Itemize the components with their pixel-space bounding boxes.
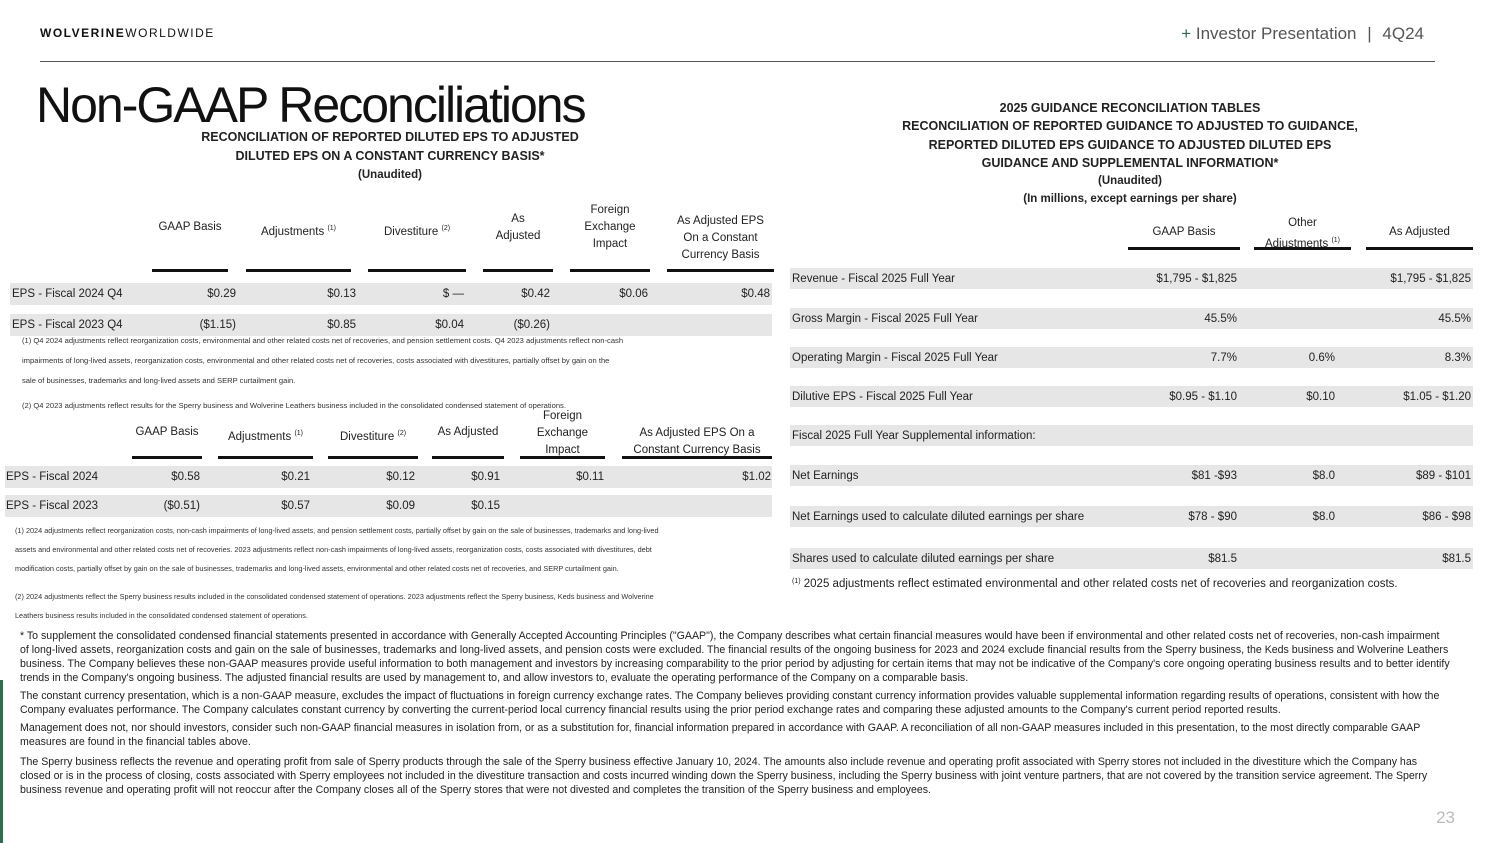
table-row (790, 425, 1473, 446)
t2-header-divestiture: Divestiture $^{(2)}$ (339, 430, 407, 443)
t1-rule (152, 269, 228, 272)
cell-gaap: $78 - $90 (1188, 511, 1237, 523)
cell-as-adjusted: ($0.26) (513, 319, 550, 331)
table-row (5, 495, 772, 517)
presentation-title: Investor Presentation (1195, 24, 1357, 43)
cell-adjustments: $0.21 (281, 471, 310, 483)
row-label: Dilutive EPS - Fiscal 2025 Full Year (792, 391, 973, 403)
right-table-title (830, 99, 1430, 209)
cell-as-adjusted: $1,795 - $1,825 (1390, 273, 1471, 285)
t1-header-constant-currency: As Adjusted EPS On a Constant Currency Basis (677, 215, 764, 261)
right-title-line4: GUIDANCE AND SUPPLEMENTAL INFORMATION* (981, 155, 1279, 170)
cell-gaap: $81.5 (1208, 553, 1237, 565)
disclosure-paragraph-1: * To supplement the consolidated condensed financial statements presented in accordance with Generally Accepted Accounting Principles ("GAAP"), the Company describes what certain financial measures would have been if environmental and other related costs net of recoveries, non-cash impairment of long-lived assets, reorganization costs and gain on the sale of businesses, trademarks and long-lived assets, and pension costs were excluded. The financial results of the ongoing business for 2023 and 2024 exclude financial results from the Sperry business, the Keds business and Wolverine Leathers business. The Company believes these non-GAAP measures provide useful information to both management and investors by increasing comparability to the prior period by adjusting for certain items that may not be indicative of the Company's core ongoing operating business results and to better identify trends in the Company's ongoing business. The adjusted financial results are used by management to, and allow investors to, evaluate the operating performance of the Company on a comparable basis. (20, 630, 1450, 684)
row-label: EPS - Fiscal 2023 (6, 500, 99, 512)
cell-adjustments: $0.57 (281, 500, 310, 512)
t1-header-divestiture: Divestiture $^{(2)}$ (383, 225, 451, 238)
right-title-line2: RECONCILIATION OF REPORTED GUIDANCE TO ADJUSTED TO GUIDANCE, (902, 119, 1358, 134)
row-label: Operating Margin - Fiscal 2025 Full Year (792, 352, 998, 364)
cell-adjustments: $0.13 (327, 288, 356, 300)
header-separator: | (1367, 24, 1372, 43)
rt-rule (1366, 247, 1473, 250)
t1-header-fx: Foreign Exchange Impact (584, 204, 636, 250)
rt-header-other-adjustments: Other Adjustments $^{(1)}$ (1264, 217, 1341, 250)
cell-fx: $0.06 (619, 288, 648, 300)
cell-as-adjusted: $81.5 (1442, 553, 1471, 565)
cell-as-adjusted: $89 - $101 (1416, 470, 1471, 482)
t1-footnote-2: (2) Q4 2023 adjustments reflect results for the Sperry business and Wolverine Leathers business included in the consolidated condensed statement of operations. (22, 401, 566, 410)
presentation-label (1181, 24, 1424, 44)
table-row (790, 506, 1473, 527)
t1-header-as-adjusted: As Adjusted (495, 213, 541, 242)
cell-gaap: $0.95 - $1.10 (1169, 391, 1237, 403)
right-footnote: $^{(1)}$ 2025 adjustments reflect estimated environmental and other related costs net of recoveries and reorganization costs. (792, 578, 1398, 590)
left-title-line2: DILUTED EPS ON A CONSTANT CURRENCY BASIS* (235, 149, 545, 163)
right-unaudited: (Unaudited) (1098, 175, 1162, 188)
t2-header-fx: Foreign Exchange Impact (536, 410, 589, 456)
cell-constant-currency: $1.02 (742, 471, 771, 483)
cell-gaap: 7.7% (1210, 352, 1237, 364)
table-row (790, 465, 1473, 486)
cell-as-adjusted: $0.42 (521, 288, 550, 300)
table-row (790, 548, 1473, 569)
cell-as-adjusted: $0.15 (471, 500, 500, 512)
t2-header-as-adjusted: As Adjusted (437, 426, 499, 438)
disclosure-text (20, 629, 1450, 801)
cell-fx: $0.11 (576, 471, 604, 483)
t2-footnote-2: (2) 2024 adjustments reflect the Sperry business results included in the consolidated condensed statement of operations. 2023 adjustments reflect the Sperry business, Keds business and Wolverine Leathers business results included in the consolidated condensed statement of operations. (15, 592, 654, 620)
table-row (790, 308, 1473, 329)
t2-rule (622, 456, 772, 459)
row-label: Shares used to calculate diluted earnings per share (792, 553, 1055, 565)
cell-gaap: $81 -$93 (1191, 470, 1237, 482)
row-label: Revenue - Fiscal 2025 Full Year (792, 273, 956, 285)
cell-gaap: $0.29 (207, 288, 236, 300)
page-number: 23 (1436, 808, 1455, 827)
t1-footnote-1: (1) Q4 2024 adjustments reflect reorganization costs, environmental and other related costs net of recoveries, and pension settlement costs. Q4 2023 adjustments reflect non-cash impairments of long-lived assets, reorganization costs, environmental and other related costs net of recoveries, costs associated with divestitures, partially offset by gain on the sale of businesses, trademarks and long-lived assets and SERP curtailment gain. (22, 336, 624, 385)
cell-as-adjusted: $86 - $98 (1422, 511, 1471, 523)
row-label: Net Earnings used to calculate diluted earnings per share (792, 511, 1085, 523)
table-row (790, 347, 1473, 368)
disclosure-paragraph-2: The constant currency presentation, which is a non-GAAP measure, excludes the impact of fluctuations in foreign currency exchange rates. The Company believes providing constant currency information provides valuable supplemental information regarding results of operations, consistent with how the Company evaluates performance. The Company calculates constant currency by converting the current-period local currency financial results using the prior period exchange rates and comparing these adjusted amounts to the Company's current period reported results. (20, 690, 1440, 716)
right-units: (In millions, except earnings per share) (1023, 193, 1237, 206)
rt-rule (1128, 247, 1240, 250)
t1-header-adjustments: Adjustments $^{(1)}$ (260, 225, 337, 238)
cell-gaap: ($1.15) (199, 319, 236, 331)
cell-adjustments: $0.85 (327, 319, 356, 331)
header-divider (40, 61, 1435, 62)
t2-rule (218, 456, 313, 459)
left-unaudited: (Unaudited) (358, 169, 422, 181)
cell-divestiture: $0.04 (435, 319, 464, 331)
row-label: EPS - Fiscal 2024 Q4 (12, 288, 123, 300)
cell-other: $0.10 (1306, 391, 1335, 403)
t2-header-constant-currency: As Adjusted EPS On a Constant Currency Basis (633, 427, 761, 456)
cell-other: $8.0 (1312, 470, 1335, 482)
t1-rule (246, 269, 351, 272)
row-label: EPS - Fiscal 2023 Q4 (12, 319, 123, 331)
t2-rule (520, 456, 605, 459)
t2-rule (132, 456, 202, 459)
row-label: Fiscal 2025 Full Year Supplemental information: (792, 430, 1036, 442)
cell-divestiture: $ — (442, 288, 464, 300)
cell-as-adjusted: 45.5% (1438, 313, 1471, 325)
company-logo: WOLVERINEWORLDWIDE (40, 26, 215, 40)
left-table-title (150, 128, 630, 185)
t2-footnote-1: (1) 2024 adjustments reflect reorganization costs, non-cash impairments of long-lived assets, and pension settlement costs, partially offset by gain on the sale of businesses, trademarks and long-lived assets and environmental and other related costs net of recoveries. 2023 adjustments reflect non-cash impairments of long-lived assets, reorganization costs, costs associated with divestitures, debt modification costs, partially offset by gain on the sale of businesses, trademarks and long-lived assets, environmental and other related costs net of recoveries, and SERP curtailment gain. (15, 526, 659, 573)
cell-constant-currency: $0.48 (741, 288, 770, 300)
t2-header-gaap: GAAP Basis (135, 426, 199, 438)
right-title-line1: 2025 GUIDANCE RECONCILIATION TABLES (999, 101, 1261, 115)
t1-rule (483, 269, 553, 272)
t2-rule (432, 456, 504, 459)
right-title-line3: REPORTED DILUTED EPS GUIDANCE TO ADJUSTED DILUTED EPS (928, 137, 1332, 152)
left-title-line1: RECONCILIATION OF REPORTED DILUTED EPS TO ADJUSTED (201, 130, 579, 144)
cell-as-adjusted: $1.05 - $1.20 (1403, 391, 1471, 403)
cell-gaap: $0.58 (171, 471, 200, 483)
t1-rule (667, 269, 774, 272)
table-row (790, 268, 1473, 289)
quarter-label: 4Q24 (1382, 24, 1424, 43)
t2-rule (328, 456, 418, 459)
disclosure-paragraph-3: Management does not, nor should investors, consider such non-GAAP financial measures in isolation from, or as a substitution for, financial information prepared in accordance with GAAP. A reconciliation of all non-GAAP measures included in this presentation, to the most directly comparable GAAP measures are found in the financial tables above. (20, 722, 1421, 748)
t1-header-gaap: GAAP Basis (158, 221, 222, 233)
rt-rule (1254, 247, 1351, 250)
row-label: EPS - Fiscal 2024 (6, 471, 99, 483)
cell-divestiture: $0.09 (386, 500, 415, 512)
cell-other: 0.6% (1308, 352, 1335, 364)
rt-header-gaap: GAAP Basis (1152, 226, 1216, 238)
row-label: Gross Margin - Fiscal 2025 Full Year (792, 313, 978, 325)
rt-header-as-adjusted: As Adjusted (1389, 226, 1450, 238)
t1-rule (368, 269, 466, 272)
plus-icon: + (1181, 24, 1192, 43)
accent-bar (0, 680, 3, 843)
t2-header-adjustments: Adjustments $^{(1)}$ (227, 430, 304, 443)
table-row (5, 466, 772, 488)
page-title: Non-GAAP Reconciliations (36, 77, 585, 133)
t1-rule (570, 269, 650, 272)
cell-gaap: ($0.51) (163, 500, 200, 512)
cell-other: $8.0 (1312, 511, 1335, 523)
cell-divestiture: $0.12 (386, 471, 415, 483)
row-label: Net Earnings (792, 470, 859, 482)
table-row (790, 386, 1473, 407)
cell-as-adjusted: $0.91 (471, 471, 500, 483)
cell-gaap: 45.5% (1204, 313, 1237, 325)
table-row (10, 283, 772, 305)
disclosure-paragraph-4: The Sperry business reflects the revenue and operating profit from sale of Sperry products through the sale of the Sperry business effective January 10, 2024. The amounts also include revenue and operating profit associated with Sperry stores not included in the divestiture which the Company has closed or is in the process of closing, costs associated with Sperry employees not included in the divestiture transaction and costs incurred winding down the Sperry business, including the Sperry business with joint venture partners, that are not covered by the transition service agreement. The Sperry business revenue and operating profit will not reoccur after the Company closes all of the Sperry stores that were not divested and completes the transition of the Sperry business and employees. (20, 756, 1428, 796)
cell-as-adjusted: 8.3% (1444, 352, 1471, 364)
cell-gaap: $1,795 - $1,825 (1156, 273, 1237, 285)
